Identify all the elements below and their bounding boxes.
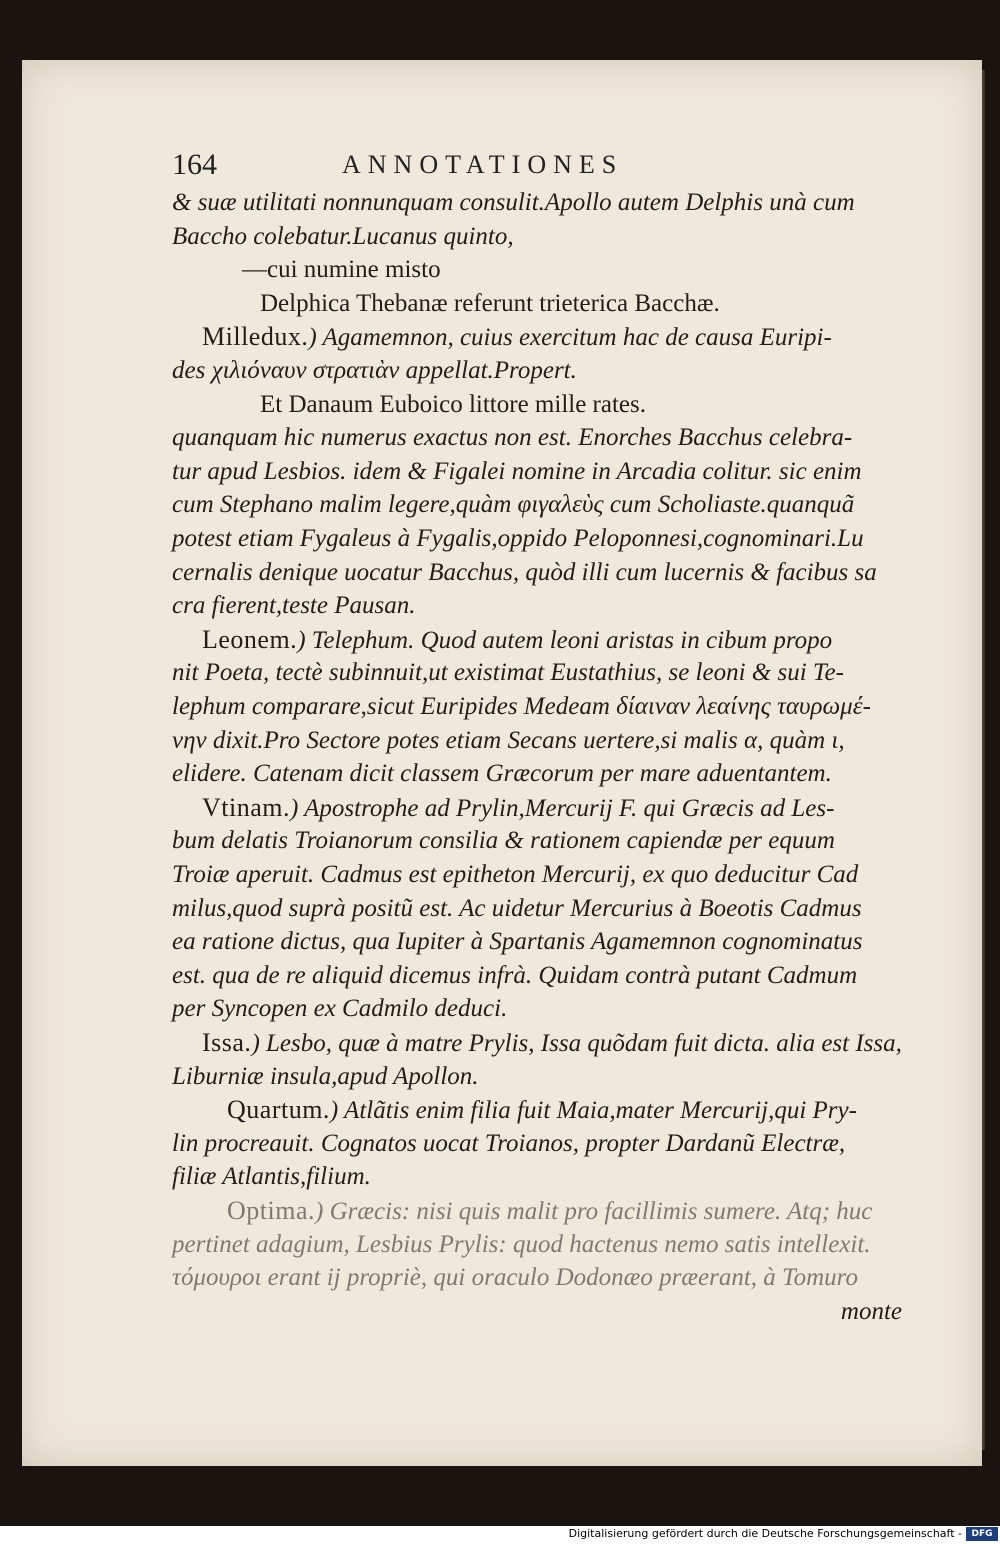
- line-text: cra fierent,teste Pausan.: [172, 592, 416, 620]
- line-text: Et Danaum Euboico littore mille rates.: [260, 390, 646, 418]
- footer-bar: [0, 1526, 1000, 1544]
- text-line: [227, 1196, 872, 1227]
- line-text: quanquam hic numerus exactus non est. Enorches Bacchus celebra-: [172, 424, 853, 452]
- line-text: est. qua de re aliquid dicemus infrà. Quidam contrà putant Cadmum: [172, 961, 858, 989]
- text-line: [172, 994, 507, 1024]
- text-line: [172, 1162, 371, 1192]
- text-line: [172, 1129, 845, 1159]
- line-text: ) Lesbo, quæ à matre Prylis, Issa quõdam fuit dicta. alia est Issa,: [251, 1030, 902, 1057]
- dfg-logo: DFG: [966, 1527, 998, 1541]
- line-text: bum delatis Troianorum consilia & rationem capiendæ per equum: [172, 827, 835, 855]
- text-line: [172, 826, 835, 856]
- line-text: & suæ utilitati nonnunquam consulit.Apollo autem Delphis unà cum: [172, 189, 855, 216]
- line-text: elidere. Catenam dicit classem Græcorum per mare aduentantem.: [172, 760, 832, 788]
- text-line: [202, 793, 834, 824]
- text-line: [172, 961, 857, 991]
- text-line: [172, 524, 864, 554]
- line-text: tur apud Lesbios. idem & Figalei nomine in Arcadia colitur. sic enim: [172, 457, 862, 485]
- lemma: Leonem.: [202, 624, 298, 654]
- line-text: lin procreauit. Cognatos uocat Troianos, propter Dardanũ Electræ,: [172, 1129, 846, 1157]
- line-text: —cui numine misto: [242, 256, 441, 284]
- line-text: monte: [840, 1297, 902, 1325]
- line-text: pertinet adagium, Lesbius Prylis: quod hactenus nemo satis intellexit.: [172, 1230, 871, 1258]
- text-line: [260, 390, 646, 420]
- footer-credit: Digitalisierung gefördert durch die Deutsche Forschungsgemeinschaft -: [568, 1527, 962, 1540]
- text-line: [172, 490, 854, 520]
- page-header: [172, 148, 712, 184]
- line-text: ) Apostrophe ad Prylin,Mercurij F. qui Græcis ad Les-: [290, 794, 835, 822]
- text-line: [172, 188, 855, 218]
- line-text: cum Stephano malim legere,quàm φιγαλεὺς cum Scholiaste.quanquã: [172, 491, 855, 519]
- page-number: 164: [172, 148, 217, 181]
- line-text: ea ratione dictus, qua Iupiter à Spartanis Agamemnon cognominatus: [172, 928, 863, 956]
- text-line: [172, 894, 862, 924]
- running-title: ANNOTATIONES: [342, 150, 624, 179]
- line-text: ) Agamemnon, cuius exercitum hac de causa Euripi-: [308, 324, 832, 352]
- line-text: filiæ Atlantis,filium.: [172, 1163, 371, 1191]
- text-line: [172, 591, 415, 621]
- line-text: per Syncopen ex Cadmilo deduci.: [172, 995, 508, 1023]
- text-line: [172, 423, 852, 453]
- text-line: [172, 356, 577, 386]
- line-text: ) Græcis: nisi quis malit pro facillimis sumere. Atq; huc: [315, 1198, 873, 1225]
- line-text: Liburniæ insula,apud Apollon.: [172, 1062, 479, 1090]
- text-line: [202, 322, 832, 353]
- line-text: Baccho colebatur.Lucanus quinto,: [172, 222, 514, 250]
- text-line: [202, 625, 832, 656]
- text-line: [172, 658, 844, 688]
- text-line: [227, 1095, 857, 1126]
- text-line: [172, 1230, 871, 1260]
- lemma: Quartum.: [227, 1095, 330, 1125]
- text-line: [172, 457, 862, 487]
- line-text: Troiæ aperuit. Cadmus est epitheton Mercurij, ex quo deducitur Cad: [172, 861, 859, 888]
- text-line: [260, 289, 720, 319]
- line-text: cernalis denique uocatur Bacchus, quòd illi cum lucernis & facibus sa: [172, 558, 877, 586]
- line-text: nit Poeta, tectè subinnuit,ut existimat Eustathius, se leoni & sui Te-: [172, 659, 844, 687]
- lemma: Issa.: [202, 1028, 252, 1057]
- line-text: milus,quod suprà positũ est. Ac uidetur Mercurius à Boeotis Cadmus: [172, 894, 862, 922]
- text-line: [242, 255, 441, 285]
- text-line: [172, 1263, 858, 1293]
- text-line: [172, 759, 832, 789]
- line-text: τόμουροι erant ij propriè, qui oraculo Dodonæo præerant, à Tomuro: [172, 1264, 858, 1292]
- line-text: potest etiam Fygaleus à Fygalis,oppido Peloponnesi,cognominari.Lu: [172, 525, 864, 552]
- line-text: des χιλιόναυν στρατιὰν appellat.Propert.: [172, 357, 577, 384]
- text-line: [172, 558, 877, 588]
- line-text: ) Atlãtis enim filia fuit Maia,mater Mercurij,qui Pry-: [329, 1097, 857, 1125]
- text-line: [172, 726, 845, 756]
- text-line: [172, 222, 514, 252]
- text-line: [172, 927, 862, 957]
- lemma: Vtinam.: [202, 792, 290, 822]
- text-line: [841, 1297, 902, 1327]
- line-text: lephum comparare,sicut Euripides Medeam δίαιναν λεαίνης ταυρωμέ-: [172, 693, 871, 720]
- line-text: Delphica Thebanæ referunt trieterica Bacchæ.: [260, 289, 720, 317]
- line-text: νην dixit.Pro Sectore potes etiam Secans uertere,si malis α, quàm ι,: [172, 726, 845, 754]
- lemma: Optima.: [227, 1196, 315, 1225]
- text-line: [172, 692, 871, 722]
- text-line: [172, 1062, 479, 1092]
- line-text: ) Telephum. Quod autem leoni aristas in cibum propo: [297, 626, 833, 654]
- text-line: [202, 1028, 902, 1059]
- text-line: [172, 860, 858, 890]
- lemma: Milledux.: [202, 322, 309, 352]
